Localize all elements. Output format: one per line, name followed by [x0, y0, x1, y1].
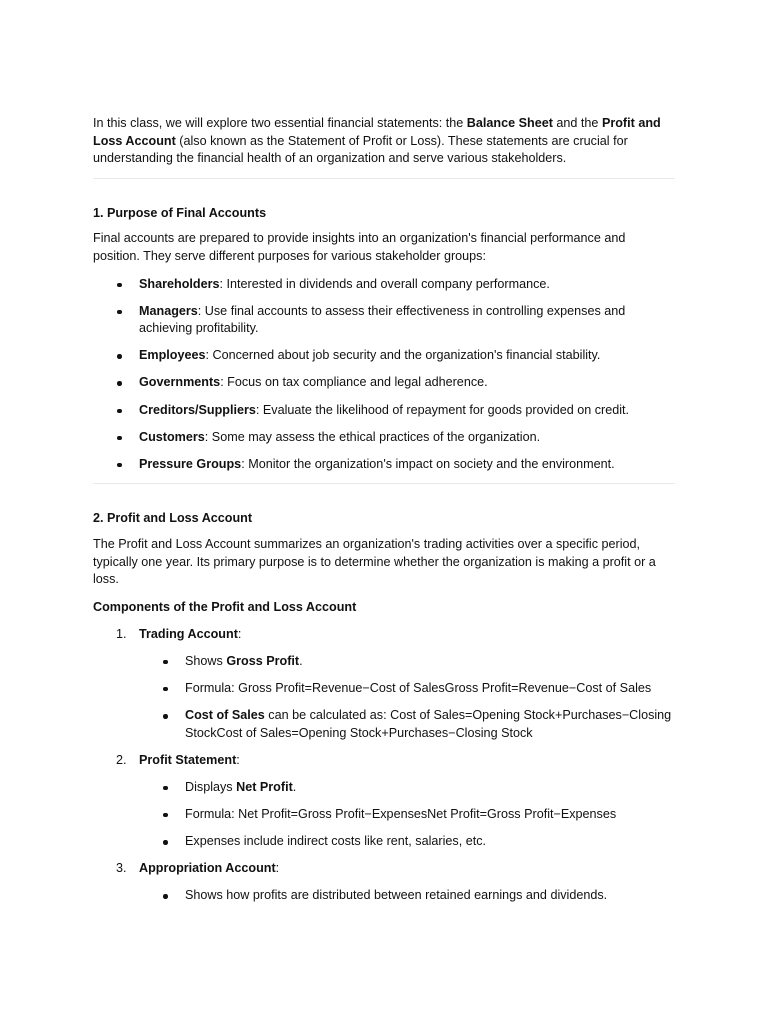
list-item — [139, 680, 675, 698]
section-paragraph-purpose: Final accounts are prepared to provide insights into an organization's financial performance and position. They serve different purposes for various stakeholder groups: — [93, 231, 626, 263]
document-body — [93, 115, 675, 914]
component-title — [139, 860, 675, 878]
divider — [93, 483, 675, 484]
list-item — [139, 887, 675, 905]
component-title-colon: : — [236, 752, 240, 767]
stakeholder-term: Creditors/Suppliers — [139, 402, 256, 417]
bullet-icon — [163, 786, 168, 791]
bullet-icon — [117, 354, 122, 359]
intro-text-2: and the — [552, 116, 602, 130]
stakeholder-desc: : Concerned about job security and the organization's financial stability. — [205, 348, 601, 363]
bullet-icon — [163, 813, 168, 818]
component-title-bold: Trading Account — [139, 626, 238, 641]
stakeholder-list — [93, 276, 675, 474]
formula-text: Formula: Net Profit=Gross Profit−ExpensesNet Profit=Gross Profit−Expenses — [185, 806, 617, 821]
list-item — [93, 429, 675, 447]
list-item — [93, 347, 675, 365]
list-item — [139, 653, 675, 671]
bullet-text: Displays — [185, 779, 237, 794]
component-number: 1. — [116, 626, 127, 641]
stakeholder-term: Managers — [139, 303, 198, 318]
divider — [93, 178, 675, 179]
intro-text-1: In this class, we will explore two essential financial statements: the — [93, 116, 467, 130]
component-bullets — [139, 779, 675, 851]
list-item — [139, 833, 675, 851]
stakeholder-term: Pressure Groups — [139, 456, 242, 471]
component-title-bold: Profit Statement — [139, 752, 237, 767]
bullet-text: Shows how profits are distributed between retained earnings and dividends. — [185, 888, 608, 903]
bullet-icon — [117, 381, 122, 386]
bullet-text: Expenses include indirect costs like rent, salaries, etc. — [185, 834, 486, 849]
intro-bold-balance-sheet: Balance Sheet — [466, 116, 553, 130]
component-item-trading — [93, 626, 675, 742]
bullet-icon — [117, 283, 122, 288]
stakeholder-term: Shareholders — [139, 276, 220, 291]
list-item — [93, 276, 675, 294]
list-item — [139, 806, 675, 824]
stakeholder-desc: : Monitor the organization's impact on society and the environment. — [241, 456, 615, 471]
component-bullets — [139, 887, 675, 905]
list-item — [93, 374, 675, 392]
bullet-icon — [117, 409, 122, 414]
components-subheading: Components of the Profit and Loss Account — [93, 599, 357, 614]
bullet-icon — [163, 840, 168, 845]
component-item-appropriation — [93, 860, 675, 905]
component-title-bold: Appropriation Account — [139, 861, 276, 876]
bullet-bold: Net Profit — [236, 779, 293, 794]
intro-text-3: (also known as the Statement of Profit or Loss). These statements are crucial for understanding the financial health of an organization and serve various stakeholders. — [93, 133, 628, 166]
bullet-icon — [117, 436, 122, 441]
list-item — [139, 779, 675, 797]
bullet-bold: Cost of Sales — [185, 708, 265, 723]
formula-text: can be calculated as: Cost of Sales=Opening Stock+Purchases−Closing StockCost of Sales=Opening Stock+Purchases−Closing Stock — [185, 708, 672, 740]
components-list — [93, 626, 675, 905]
component-title — [139, 752, 675, 770]
bullet-icon — [163, 660, 168, 665]
bullet-text: Shows — [185, 653, 227, 668]
stakeholder-desc: : Some may assess the ethical practices of the organization. — [204, 429, 541, 444]
bullet-icon — [163, 714, 168, 719]
list-item — [139, 707, 675, 742]
list-item — [93, 456, 675, 474]
component-title — [139, 626, 675, 644]
intro-bold-profit-loss: Profit and Loss Account — [93, 116, 661, 148]
stakeholder-term: Employees — [139, 348, 206, 363]
component-number: 2. — [116, 752, 127, 767]
stakeholder-term: Customers — [139, 429, 205, 444]
list-item — [93, 402, 675, 420]
stakeholder-term: Governments — [139, 375, 221, 390]
bullet-text: . — [299, 653, 303, 668]
stakeholder-desc: : Evaluate the likelihood of repayment for goods provided on credit. — [255, 402, 630, 417]
section-heading-pl-account: 2. Profit and Loss Account — [93, 511, 253, 526]
component-title-colon: : — [237, 626, 242, 641]
list-item — [93, 303, 675, 338]
section-heading-purpose: 1. Purpose of Final Accounts — [93, 205, 267, 220]
stakeholder-desc: : Interested in dividends and overall company performance. — [219, 276, 550, 291]
component-bullets — [139, 653, 675, 742]
stakeholder-desc: : Use final accounts to assess their effectiveness in controlling expenses and achieving profitability. — [139, 303, 626, 336]
bullet-text: . — [292, 779, 297, 794]
stakeholder-desc: : Focus on tax compliance and legal adherence. — [220, 375, 488, 390]
bullet-bold: Gross Profit — [226, 653, 300, 668]
component-number: 3. — [116, 861, 127, 876]
bullet-icon — [163, 894, 168, 899]
section-paragraph-pl-account: The Profit and Loss Account summarizes an organization's trading activities over a specific period, typically one year. Its primary purpose is to determine whether the organization is making a profit or a loss. — [93, 536, 656, 587]
bullet-icon — [117, 463, 122, 468]
formula-text: Formula: Gross Profit=Revenue−Cost of SalesGross Profit=Revenue−Cost of Sales — [185, 680, 652, 695]
component-title-colon: : — [275, 861, 280, 876]
component-item-profit-statement — [93, 752, 675, 851]
bullet-icon — [117, 310, 122, 315]
intro-paragraph — [93, 115, 675, 168]
bullet-icon — [163, 687, 168, 692]
